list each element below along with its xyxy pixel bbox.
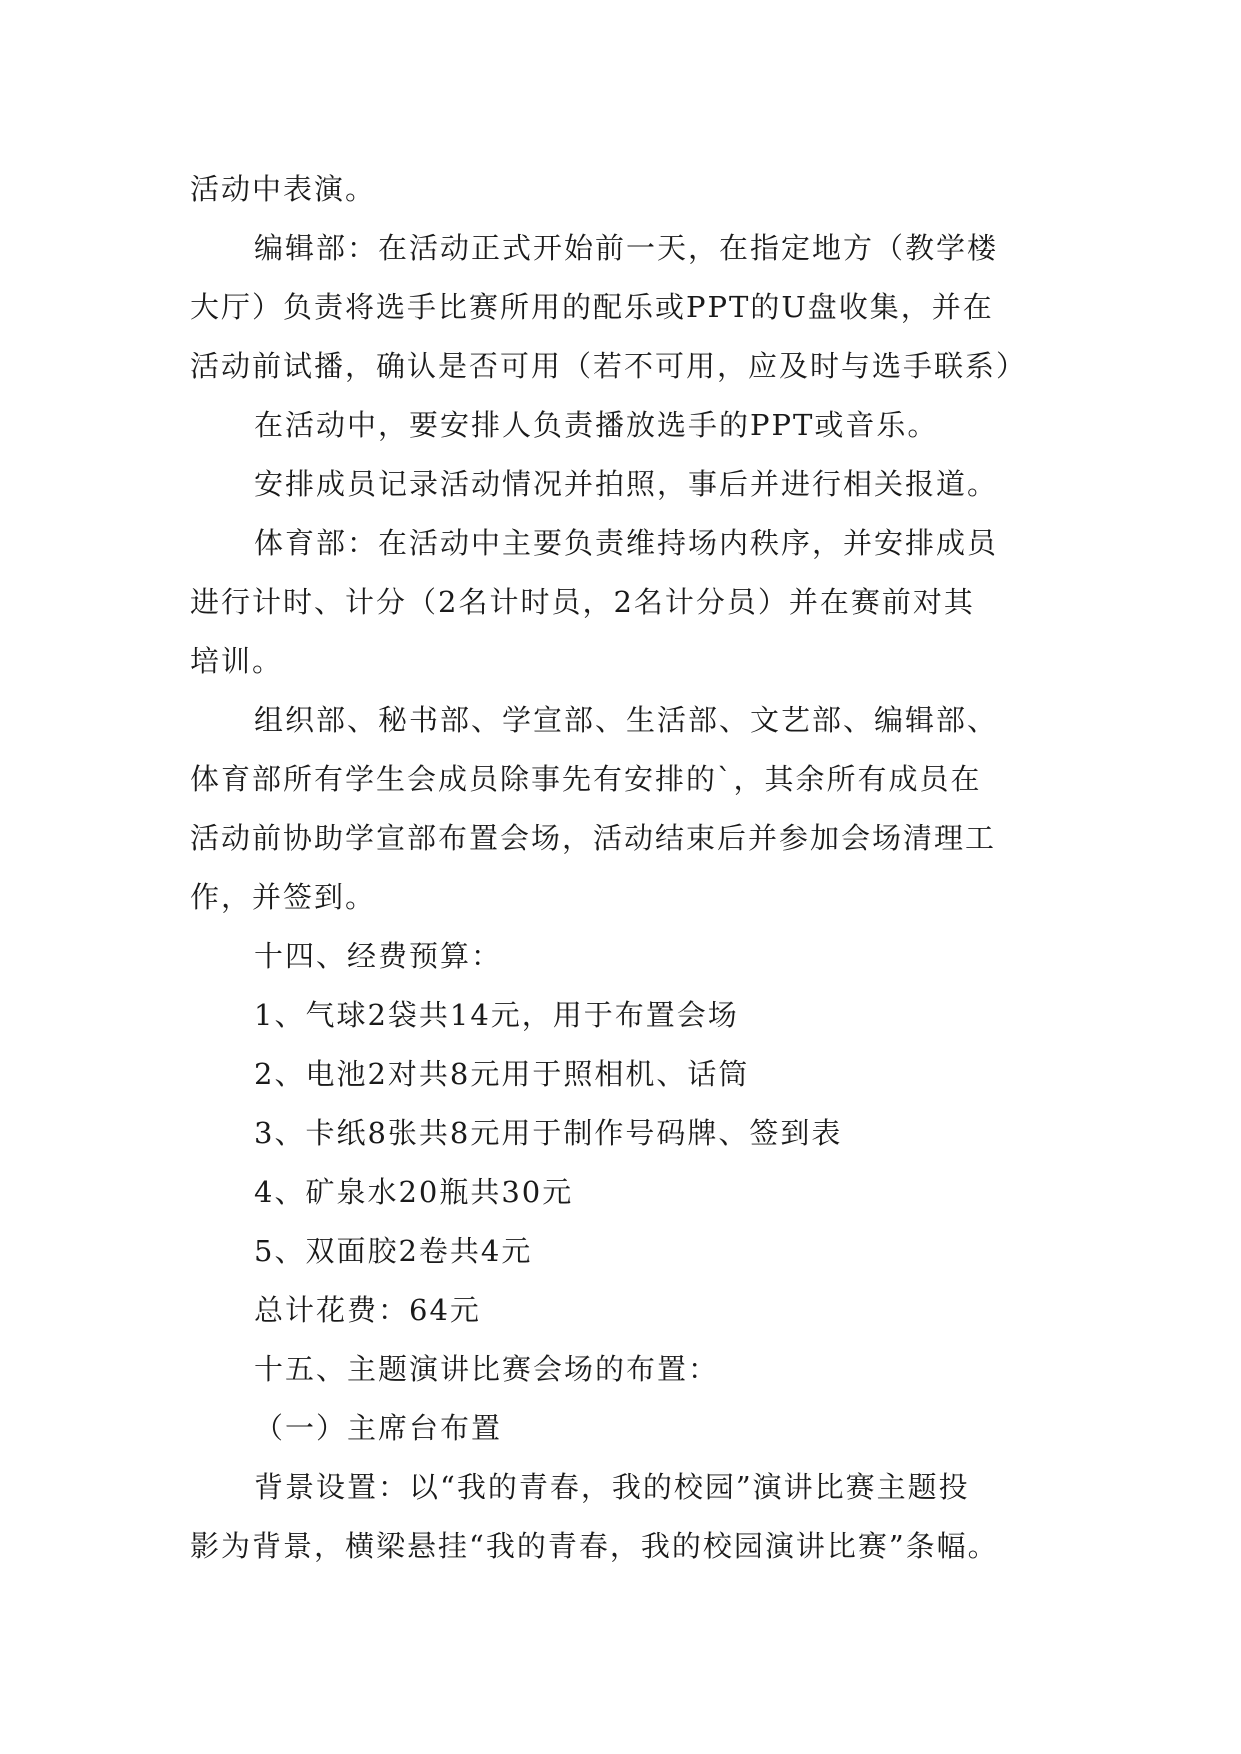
budget-item: 1、气球2袋共14元，用于布置会场 [254, 998, 739, 1032]
text-line: 活动前协助学宣部布置会场，活动结束后并参加会场清理工 [190, 821, 997, 855]
text-line: 进行计时、计分（2名计时员，2名计分员）并在赛前对其 [190, 585, 975, 619]
text-line: 体育部所有学生会成员除事先有安排的`，其余所有成员在 [190, 762, 982, 796]
text-line: 体育部：在活动中主要负责维持场内秩序，并安排成员 [254, 526, 999, 560]
document-body [190, 160, 1060, 1576]
text-line: 培训。 [190, 644, 284, 678]
text-line: 背景设置：以“我的青春，我的校园”演讲比赛主题投 [254, 1470, 970, 1504]
text-line: 活动前试播，确认是否可用（若不可用，应及时与选手联系） [190, 349, 1028, 383]
budget-item: 3、卡纸8张共8元用于制作号码牌、签到表 [254, 1116, 843, 1150]
budget-item: 5、双面胶2卷共4元 [254, 1234, 533, 1268]
text-line: 活动中表演。 [190, 172, 377, 206]
text-line: 组织部、秘书部、学宣部、生活部、文艺部、编辑部、 [254, 703, 999, 737]
text-line: 影为背景，横梁悬挂“我的青春，我的校园演讲比赛”条幅。 [190, 1529, 999, 1563]
text-line: 安排成员记录活动情况并拍照，事后并进行相关报道。 [254, 467, 999, 501]
section-heading: 十四、经费预算： [254, 939, 503, 973]
budget-total: 总计花费：64元 [254, 1293, 481, 1327]
subsection-heading: （一）主席台布置 [254, 1411, 503, 1445]
budget-item: 4、矿泉水20瓶共30元 [254, 1175, 574, 1209]
text-line: 编辑部：在活动正式开始前一天，在指定地方（教学楼 [254, 231, 999, 265]
section-heading: 十五、主题演讲比赛会场的布置： [254, 1352, 720, 1386]
budget-item: 2、电池2对共8元用于照相机、话筒 [254, 1057, 750, 1091]
text-line: 作，并签到。 [190, 880, 377, 914]
text-line: 在活动中，要安排人负责播放选手的PPT或音乐。 [254, 408, 939, 442]
text-line: 大厅）负责将选手比赛所用的配乐或PPT的U盘收集，并在 [190, 290, 994, 324]
